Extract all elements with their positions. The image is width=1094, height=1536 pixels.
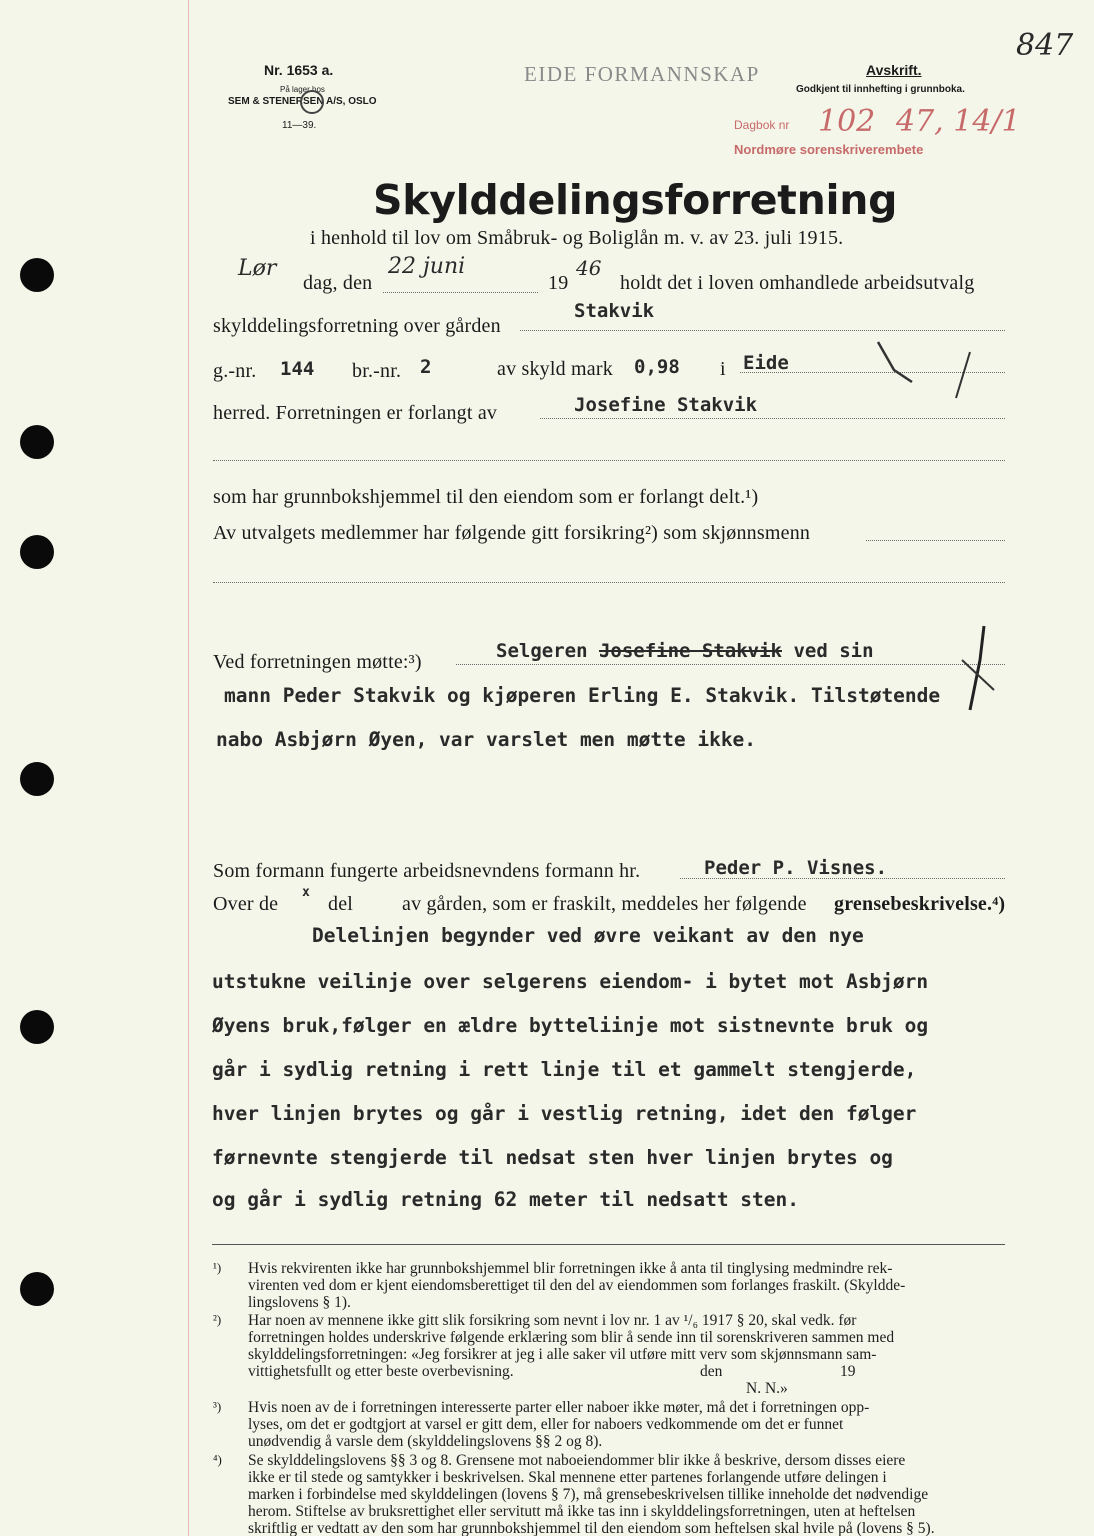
footnote-1-line-1: Hvis rekvirenten ikke har grunnbokshjemmel blir forretningen ikke å anta til tinglysing medmindre rek- — [248, 1260, 893, 1277]
footnote-4-line-4: herom. Stiftelse av bruksrettighet eller servitutt må ikke tas inn i skylddelingsforretningen, uten at heftelsen — [248, 1503, 916, 1520]
description-line-7: og går i sydlig retning 62 meter til nedsatt sten. — [212, 1188, 799, 1211]
footnote-2-line-4: vittighetsfullt og etter beste overbevisning. — [248, 1363, 514, 1380]
date-fill-line — [383, 292, 538, 293]
requester-name: Josefine Stakvik — [574, 394, 758, 416]
punch-hole — [20, 1272, 54, 1306]
copy-label: Avskrift. — [866, 62, 922, 78]
members-text: Av utvalgets medlemmer har følgende gitt forsikring²) som skjønnsmenn — [213, 522, 811, 544]
gnr-value: 144 — [280, 358, 315, 380]
print-date: 11—39. — [282, 120, 317, 131]
document-subtitle: i henhold til lov om Småbruk- og Boliglån m. v. av 23. juli 1915. — [310, 227, 844, 249]
del-fraction: x — [302, 885, 310, 900]
attended-fill-line — [456, 664, 1005, 665]
footnote-4-line-3: marken i forbindelse med skylddelingen (lovens § 7), må grensebeskrivelsen tillike inneholde det nødvendige — [248, 1486, 929, 1503]
form-number: Nr. 1653 a. — [264, 62, 334, 78]
footnote-1-number: ¹) — [213, 1260, 222, 1275]
publisher-line: På lager hos — [280, 85, 325, 94]
attended-label: Ved forretningen møtte:³) — [213, 651, 422, 673]
footnote-1-line-3: lingslovens § 1). — [248, 1294, 351, 1311]
journal-label: Dagbok nr — [734, 118, 790, 132]
chair-fill-line — [680, 878, 1005, 879]
hjemmel-text: som har grunnbokshjemmel til den eiendom som er forlangt delt.¹) — [213, 486, 759, 508]
year-value: 46 — [576, 256, 602, 280]
del-label: del — [328, 893, 354, 915]
description-line-4: går i sydlig retning i rett linje til et gammelt stengjerde, — [212, 1058, 917, 1081]
footnote-separator — [212, 1244, 1005, 1245]
council-stamp: EIDE FORMANNSKAP — [524, 62, 760, 86]
footnote-3-line-3: unødvendig å varsle dem (skylddelingslovens §§ 2 og 8). — [248, 1433, 603, 1450]
pen-mark-icon — [860, 330, 1000, 420]
footnote-4-line-5: skriftlig er vedtatt av den som har grunnbokshjemmel til den eiendom som heftelsen skal hvile på (lovens § 5). — [248, 1520, 935, 1536]
gnr-label: g.-nr. — [213, 360, 257, 382]
description-line-6: førnevnte stengjerde til nedsat sten hver linjen brytes og — [212, 1146, 893, 1169]
held-text: holdt det i loven omhandlede arbeidsutvalg — [620, 272, 975, 294]
footnote-3-line-2: lyses, om det er godtgjort at varsel er gitt dem, eller for naboers vedkommende om det er funnet — [248, 1416, 844, 1433]
attended-continuation: ved sin — [793, 640, 874, 662]
punch-hole — [20, 258, 54, 292]
footnote-4-line-1: Se skylddelingslovens §§ 3 og 8. Grensene mot naboeiendommer blir ikke å beskrive, dersom disses eiere — [248, 1452, 906, 1469]
punch-hole — [20, 762, 54, 796]
i-label: i — [720, 358, 726, 380]
description-line-5: hver linjen brytes og går i vestlig retning, idet den følger — [212, 1102, 917, 1125]
dag-den-label: dag, den — [303, 272, 373, 294]
margin-rule — [188, 0, 189, 1536]
fraskilt-text: av gården, som er fraskilt, meddeles her følgende — [402, 893, 807, 915]
footnote-4-line-2: ikke er til stede og samtykker i beskrivelsen. Skal mennene etter partenes forlangende utføre delingen i — [248, 1469, 887, 1486]
chair-label: Som formann fungerte arbeidsnevndens formann hr. — [213, 860, 641, 882]
footnote-3-line-1: Hvis noen av de i forretningen interesserte parter eller naboer ikke møter, må det i forretningen opp- — [248, 1399, 870, 1416]
punch-hole — [20, 1010, 54, 1044]
publisher-seal — [300, 90, 324, 114]
footnote-2-line-2: forretningen holdes underskrive følgende erklæring som blir å sende inn til sorenskriveren sammen med — [248, 1329, 895, 1346]
footnote-2-number: ²) — [213, 1312, 222, 1327]
footnote-1-line-2: virenten ved dom er kjent eiendomsberettiget til den del av eiendommen som forlanges fraskilt. (Skyldde- — [248, 1277, 906, 1294]
footnote-2-den: den — [700, 1363, 723, 1380]
grense-label: grensebeskrivelse.⁴) — [834, 893, 1006, 915]
page-number: 847 — [1016, 28, 1074, 63]
weekday-value: Lør — [238, 256, 277, 281]
date-value: 22 juni — [388, 254, 466, 279]
document-title: Skylddelingsforretning — [373, 176, 898, 224]
punch-hole — [20, 535, 54, 569]
members-fill-line — [866, 540, 1005, 541]
skyld-label: av skyld mark — [497, 358, 613, 380]
attended-line3: nabo Asbjørn Øyen, var varslet men møtte ikke. — [216, 728, 757, 751]
year-prefix: 19 — [548, 272, 569, 294]
description-line-1: Delelinjen begynder ved øvre veikant av den nye — [312, 924, 864, 947]
description-line-2: utstukne veilinje over selgerens eiendom- i bytet mot Asbjørn — [212, 970, 929, 993]
attended-line1 — [496, 640, 874, 662]
over-de-label: Over de — [213, 893, 279, 915]
pen-check-icon — [950, 620, 1010, 720]
footnote-4-number: ⁴) — [213, 1452, 222, 1467]
farm-name: Stakvik — [574, 300, 655, 322]
brnr-value: 2 — [420, 356, 432, 378]
attended-line2: mann Peder Stakvik og kjøperen Erling E. Stakvik. Tilstøtende — [224, 684, 941, 707]
brnr-label: br.-nr. — [352, 360, 402, 382]
municipality-value: Eide — [743, 352, 789, 374]
journal-date: 47, 14/1 — [896, 104, 1021, 139]
copy-note: Godkjent til innhefting i grunnboka. — [796, 84, 965, 95]
footnote-2-year: 19 — [840, 1363, 856, 1380]
herred-label: herred. Forretningen er forlangt av — [213, 402, 498, 424]
attended-seller: Selgeren — [496, 640, 588, 662]
members-fill-line-2 — [213, 582, 1005, 583]
description-line-3: Øyens bruk,følger en ældre bytteliinje mot sistnevnte bruk og — [212, 1014, 929, 1037]
skyld-value: 0,98 — [634, 356, 680, 378]
footnote-2-line-1: Har noen av mennene ikke gitt slik forsikring som nevnt i lov nr. 1 av ¹/₆ 1917 § 20, skal vedk. før — [248, 1312, 857, 1329]
blank-fill-line — [213, 460, 1005, 461]
chair-name: Peder P. Visnes. — [704, 857, 888, 879]
journal-entry: 102 — [818, 104, 876, 139]
publisher-name: SEM & STENERSEN A/S, OSLO — [228, 96, 377, 107]
punch-hole — [20, 425, 54, 459]
over-farm-label: skylddelingsforretning over gården — [213, 315, 501, 337]
footnote-2-line-3: skylddelingsforretningen: «Jeg forsikrer at jeg i alle saker vil utføre mitt verv som skjønnsmann sam- — [248, 1346, 877, 1363]
footnote-2-signature: N. N.» — [746, 1380, 788, 1397]
attended-struck-name: Josefine Stakvik — [598, 640, 782, 662]
registry-stamp: Nordmøre sorenskriverembete — [734, 142, 924, 157]
footnote-3-number: ³) — [213, 1399, 222, 1414]
